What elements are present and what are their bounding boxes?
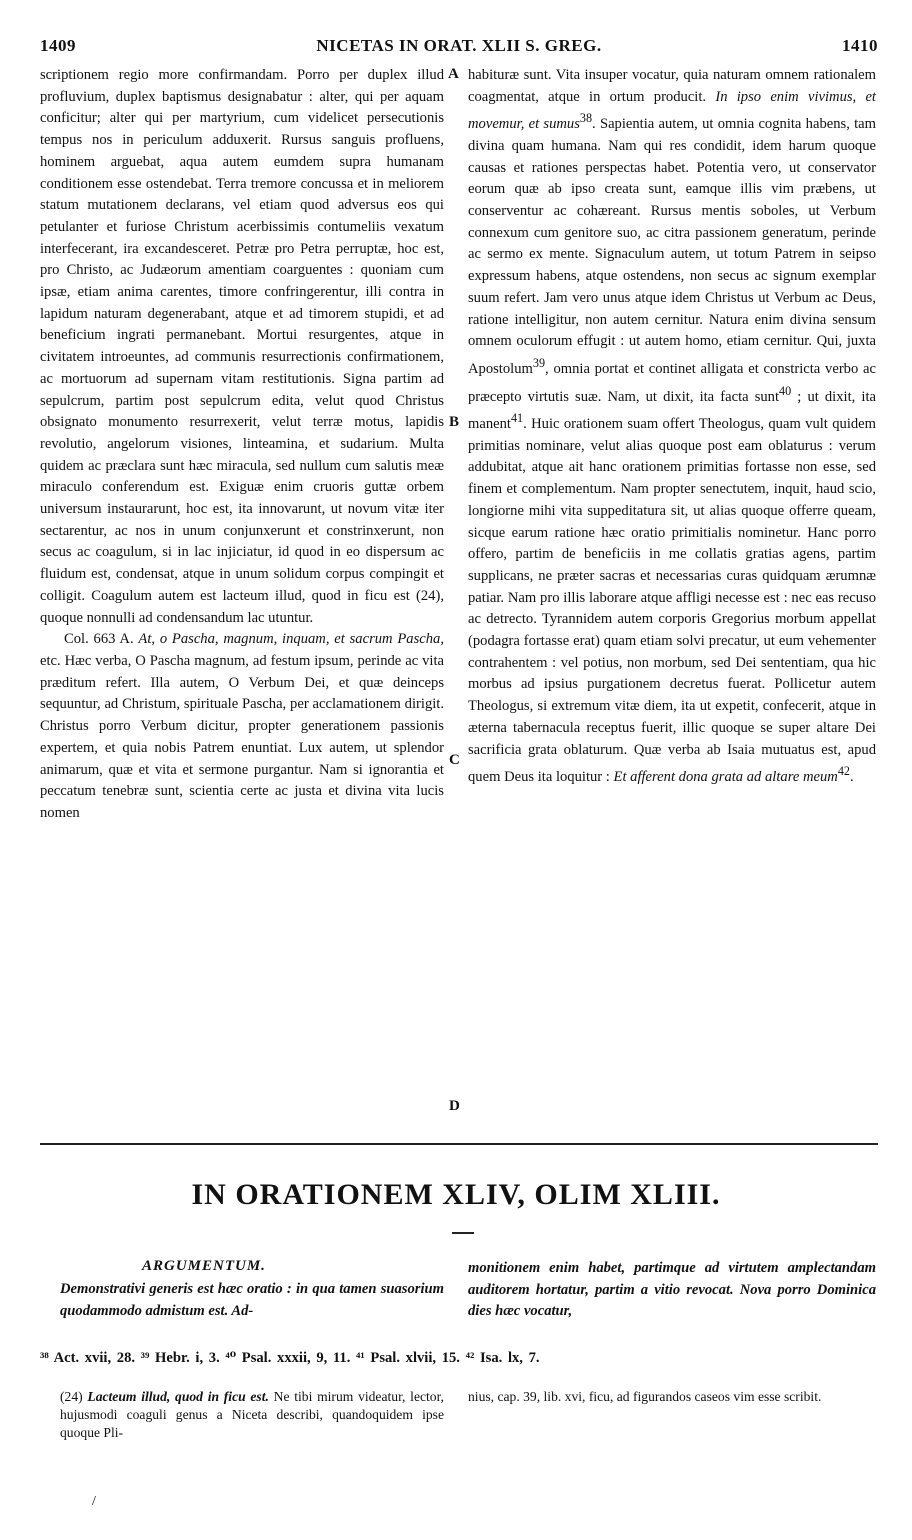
margin-letter-b: B xyxy=(449,414,460,430)
footnote-left xyxy=(60,1388,444,1442)
text-run: habituræ sunt. Vita insuper vocatur, quia naturam omnem rationalem coagmentat, atque in ortum producit. xyxy=(468,67,876,105)
note-ref: 39 xyxy=(532,356,546,370)
argument-left: Demonstrativi generis est hæc oratio : in qua tamen suasorium quodammodo admistum est. Ad- xyxy=(60,1281,444,1319)
margin-letter-d: D xyxy=(449,1098,460,1114)
text-run: . xyxy=(849,769,854,786)
left-paragraph-2 xyxy=(40,629,444,824)
note-ref: 42 xyxy=(837,764,850,779)
margin-letter-c: C xyxy=(449,752,460,768)
left-column xyxy=(40,65,444,825)
scripture-quote: Et afferent dona grata ad altare meum xyxy=(613,769,838,786)
footnote-mark: (24) xyxy=(60,1389,83,1404)
argument-right: monitionem enim habet, partimque ad virtutem amplectandam auditorem hortatur, partim a vitio revocat. Nova porro Dominica dies hæc vocatur, xyxy=(468,1260,876,1320)
left-paragraph-1: scriptionem regio more confirmandam. Porro per duplex illud profluvium, duplex baptismus designabatur : alter, qui per aquam conficitur; alter qui per martyrium, cum videlicet persecutionis tempus nos in periculum adduxerit. Rursus sanguis profluens, hominem arguebat, aqua autem eumdem supra humanam conditionem esse ostendebat. Terra tremore concussa et in meliorem statum mutationem declarans, vel etiam quod adversus eos qui petulanter et furiose Christum acerbissimis contumeliis vexatum interfecerant, ira excandesceret. Petræ pro Petra perruptæ, hoc est, pro Christo, ac Judæorum amentiam coarguentes : quoniam cum ipsæ, etiam anima carentes, timore confringerentur, illi contra in lapidum naturam degenerabant, atque et ad timorem stupidi, et ad beneficium ingrati permanebant. Mortui resurgentes, atque in civitatem introeuntes, ad communis resurrectionis confirmationem, ac mortuorum ad supernam vitam restitutionis. Signa partim ad sepulcrum, partim post sepulcrum edita, velut quod Christus obsignato monumento resurrexerit, velut terræ motus, lapidis revolutio, angelorum visiones, linteamina, et sudarium. Multa quidem ac præclara sunt hæc miracula, sed nullum cum salutis meæ miraculo conferendum est. Exiguæ enim cruoris guttæ orbem universum instaurarunt, hoc est, ita innovarunt, ut novum vitæ iter sectarentur, ac nos in unum conjunxerunt et constrinxerunt, non secus ac coagulum, si in lac injiciatur, id quod in eo dispersum ac fluidum est, condensat, atque in unum solidum corpus compingit et colligit. Coagulum autem est lacteum illud, quod in ficu est (24), quoque nonnulli ad condensandum lac utuntur. xyxy=(40,67,444,626)
text-run: . Huic orationem suam offert Theologus, quam vult quidem primitias nominare, velut alias quoque post eam oblaturus : verum addubitat, atque ait hanc orationem primitias fortasse non esse, sed finem et complementum. Nam propter senectutem, inquit, haud scio, longiorne mihi vita suppeditatura sit, ut alias quoque offerre queam, sicque earum ratione hæc oratio primitialis nominetur. Hanc porro offero, partim de beneficiis in me collatis gratias agens, partim supplicans, ne præter sacras et necessarias curas quidquam ærumnæ patiar. Nam pro illis laborare atque affligi necesse est : nec eas recuso ac detrecto. Tyrannidem autem corporis Gregorius morbum appellat (podagra fortasse erat) quam etiam solvi precatur, ut eum vehementer contrahentem : vel potius, non morbum, sed Dei sententiam, qua hic morbus ad ipsius purgationem decretus fuerat. Pollicetur autem Theologus, si extremum vitæ diem, ita ut expetit, confecerit, atque in æterna tabernacula receptus fuerit, illic quoque se super altare Dei sacrificia grata oblaturum. Quæ verba ab Isaia mutuatus est, apud quem Deus ita loquitur : xyxy=(468,415,876,786)
footnote-lemma: Lacteum illud, quod in ficu est. xyxy=(87,1389,269,1404)
note-ref: 41 xyxy=(510,411,524,426)
stray-mark: / xyxy=(92,1494,96,1509)
text-run: ; ut dixit, ita manent xyxy=(468,388,876,432)
running-header xyxy=(40,36,878,60)
page-number-right: 1410 xyxy=(842,36,878,55)
left-paragraph-2-text: etc. Hæc verba, O Pascha magnum, ad festum ipsum, perinde ac vita præditum refert. Illa autem, O Verbum Dei, et quæ deinceps sequuntur, ad Christum, spirituale Pascha, per acclamationem dirigit. Christus porro Verbum dicitur, propter generationem passionis expertem, et quia nobis Patrem enuntiat. Lux autem, ut splendor animarum, quæ et vita et sermone purgantur. Nam si ignorantia et peccatum tenebræ sunt, scientia certe ac justa et divina vita lucis nomen xyxy=(40,652,444,821)
title-dash xyxy=(452,1232,474,1234)
right-paragraph xyxy=(468,65,876,789)
page-number-left: 1409 xyxy=(40,36,76,55)
argument-heading: ARGUMENTUM. xyxy=(142,1258,266,1274)
right-column xyxy=(468,65,876,789)
scripture-notes: ³⁸ Act. xvii, 28. ³⁹ Hebr. i, 3. ⁴⁰ Psal. xxxii, 9, 11. ⁴¹ Psal. xlvii, 15. ⁴² Isa. lx, 7. xyxy=(40,1350,540,1366)
lemma: At, o Pascha, magnum, inquam, et sacrum Pascha, xyxy=(138,631,444,648)
footnote-text: Ne tibi mirum videatur, lector, hujusmodi coaguli genus a Niceta describi, quandoquidem ipse quoque Pli- xyxy=(60,1389,444,1440)
section-title: IN ORATIONEM XLIV, OLIM XLIII. xyxy=(191,1178,721,1211)
text-run: , omnia portat et continet alligata et constricta verbo ac præcepto virtutis suæ. Nam, ut dixit, ita facta sunt xyxy=(468,360,876,405)
footnote-right: nius, cap. 39, lib. xvi, ficu, ad figurandos caseos vim esse scribit. xyxy=(468,1389,822,1404)
scripture-quote: In ipso enim vivimus, et movemur, et sumus xyxy=(468,88,876,133)
note-ref: 40 xyxy=(779,383,792,398)
note-ref: 38 xyxy=(579,111,593,126)
running-title: NICETAS IN ORAT. XLII S. GREG. xyxy=(316,36,602,55)
section-rule xyxy=(40,1143,878,1145)
margin-letter-a: A xyxy=(448,66,459,82)
text-run: . Sapientia autem, ut omnia cognita habens, tam divina quam humana. Nam qui res condidit, idem harum quoque causas et rationes perspectas habet. Potentia vero, ut conservator eorum quæ ab ipso creata sunt, eamque illis vim præbens, ut conserventur ac cohæreant. Rursus mentis soboles, ut Verbum connexum cum genitore suo, ac citra passionem generatum, perinde ac sermo ex mente. Signaculum autem, ut totum Patrem in seipso expressum habens, atque ostendens, non secus ac signum exemplar suum refert. Jam vero unus atque idem Christus ut Verbum ac Deus, ratione intelligitur, non autem cernitur. Natura enim divina sensum omnem oculorum effugit : ut autem homo, etiam cernitur. Qui, juxta Apostolum xyxy=(468,116,876,377)
column-reference: Col. 663 A. xyxy=(64,631,134,648)
